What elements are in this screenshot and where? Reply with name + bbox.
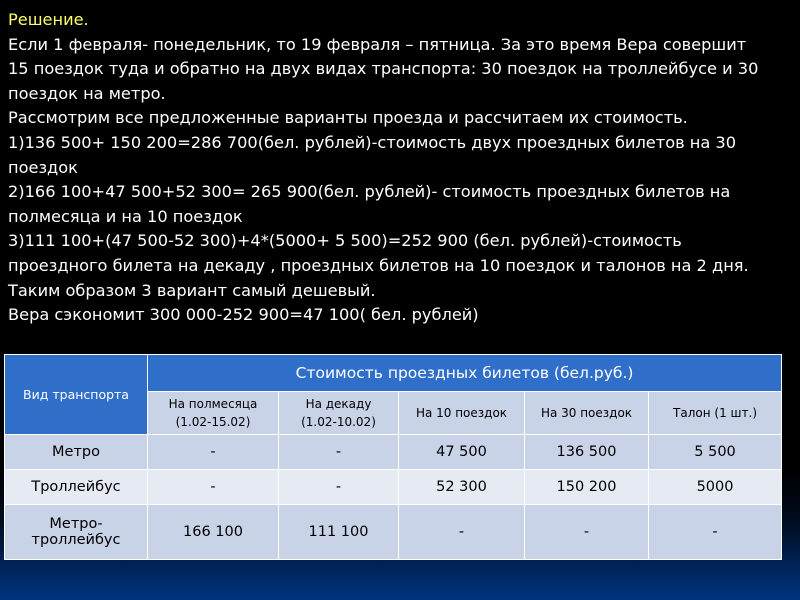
table-cell: - [525,505,649,560]
table-cell: - [148,435,279,470]
table-cell: - [279,435,399,470]
subheader-half-month [148,392,279,435]
subheader-dates: (1.02-10.02) [301,415,376,429]
text-line: 1)136 500+ 150 200=286 700(бел. рублей)-стоимость двух проездных билетов на 30 [8,132,737,152]
row-label [5,505,148,560]
table-cell: - [279,470,399,505]
text-line: поездок на метро. [8,83,166,103]
text-line: полмесяца и на 10 поездок [8,206,243,226]
subheader-label: На полмесяца [168,397,258,411]
text-line: 3)111 100+(47 500-52 300)+4*(5000+ 5 500)=252 900 (бел. рублей)-стоимость [8,231,682,251]
text-line: Таким образом 3 вариант самый дешевый. [8,280,376,300]
transport-type-header: Вид транспорта [5,355,148,435]
subheader-30-trips [525,392,649,435]
subheader-10-trips [399,392,525,435]
row-label-line: Метро- [49,516,103,532]
solution-text [8,8,792,328]
text-line: Рассмотрим все предложенные варианты проезда и рассчитаем их стоимость. [8,108,688,128]
row-label: Троллейбус [5,470,148,505]
subheader-label: На 30 поездок [540,406,633,420]
ticket-cost-header: Стоимость проездных билетов (бел.руб.) [148,355,782,392]
ticket-cost-table [4,354,781,560]
subheader-decade [279,392,399,435]
text-line: Если 1 февраля- понедельник, то 19 февраля – пятница. За это время Вера совершит [8,34,747,54]
solution-heading: Решение. [8,10,89,29]
table-cell: 5 500 [649,435,782,470]
text-line: Вера сэкономит 300 000-252 900=47 100( бел. рублей) [8,305,479,325]
table-row [5,505,782,560]
table-cell: 166 100 [148,505,279,560]
row-label-line: троллейбус [31,532,121,548]
table-cell: 136 500 [525,435,649,470]
table-cell: - [649,505,782,560]
table-cell: - [399,505,525,560]
subheader-label: Талон (1 шт.) [673,406,757,420]
text-line: поездок [8,157,78,177]
table-cell: 52 300 [399,470,525,505]
table-cell: - [148,470,279,505]
subheader-token [649,392,782,435]
text-line: проездного билета на декаду , проездных билетов на 10 поездок и талонов на 2 дня. [8,255,749,275]
table-cell: 5000 [649,470,782,505]
table-row [5,470,782,505]
row-label: Метро [5,435,148,470]
text-line: 15 поездок туда и обратно на двух видах транспорта: 30 поездок на троллейбусе и 30 [8,59,759,79]
text-line: 2)166 100+47 500+52 300= 265 900(бел. рублей)- стоимость проездных билетов на [8,182,731,202]
subheader-dates: (1.02-15.02) [175,415,251,429]
subheader-label: На 10 поездок [415,406,508,420]
table-row [5,435,782,470]
table-cell: 111 100 [279,505,399,560]
table-cell: 47 500 [399,435,525,470]
table-cell: 150 200 [525,470,649,505]
subheader-label: На декаду [305,397,372,411]
